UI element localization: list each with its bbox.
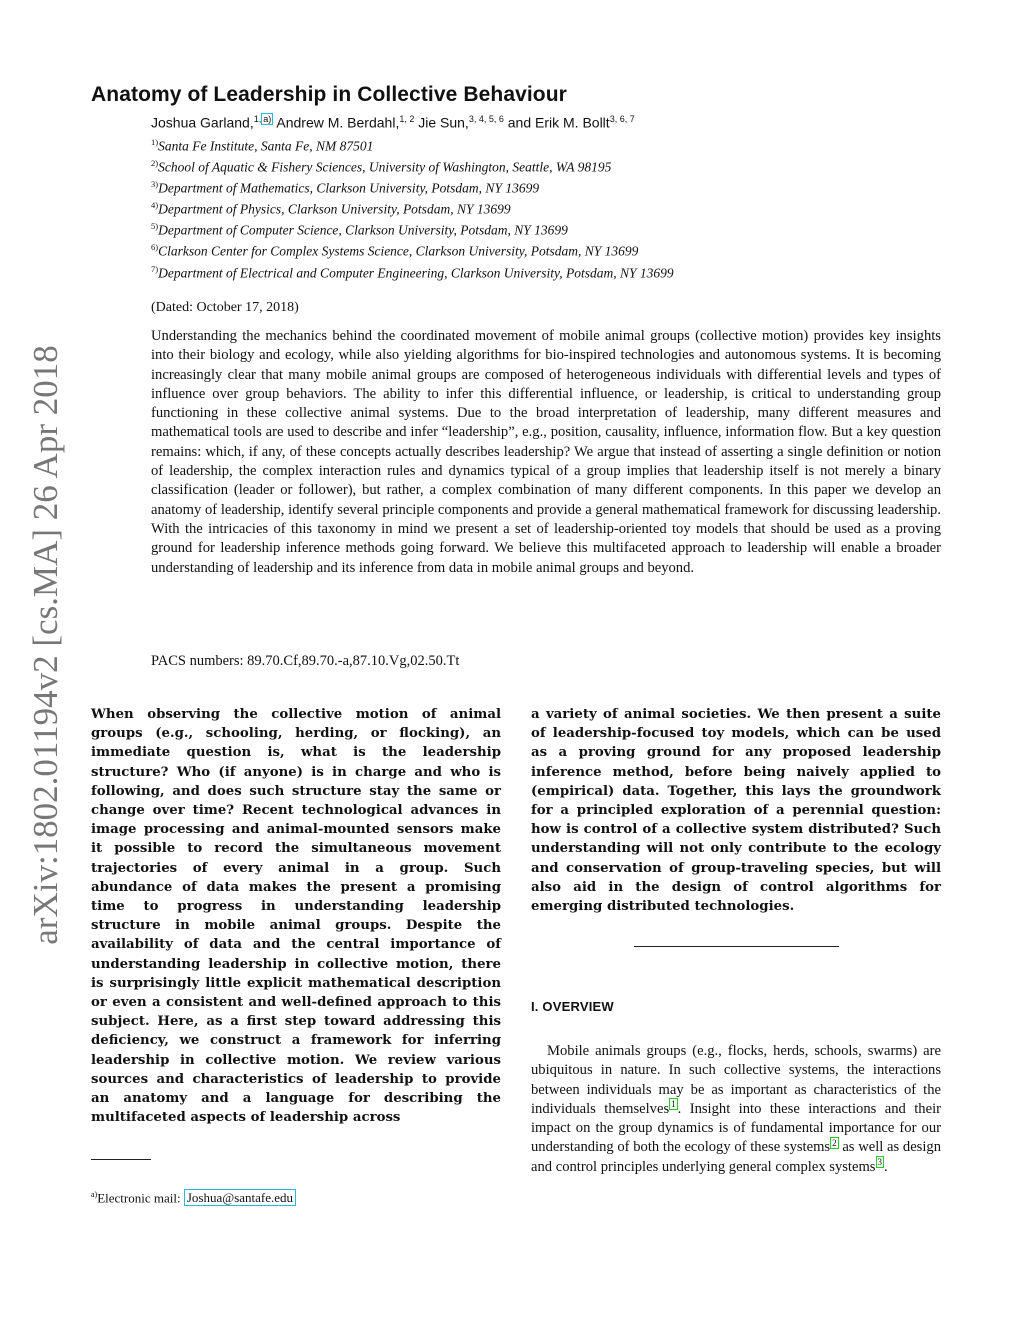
- section-heading: I. OVERVIEW: [531, 999, 614, 1014]
- lead-text: a variety of animal societies. We then present a suite of leadership-focused toy models, which can be used as a proving ground for any proposed leadership inference method, before being naively applied to (empirical) data. Together, this lays the groundwork for a principled exploration of a perennial question: how is control of a collective system distributed? Such understanding will not only contribute to the ecology and conservation of group-traveling species, but will also aid in the design of control algorithms for emerging distributed technologies.: [531, 707, 941, 915]
- affiliation-number: 2): [151, 158, 159, 169]
- intro-text-part: as well as design and control principles underlying general complex systems: [531, 1139, 941, 1175]
- affiliation-number: 3): [151, 179, 159, 190]
- arxiv-stamp: [22, 335, 70, 955]
- footnote-link[interactable]: a): [263, 114, 272, 124]
- paper-title: Anatomy of Leadership in Collective Behaviour: [91, 83, 567, 106]
- citation-link[interactable]: 1: [671, 1099, 676, 1110]
- affiliation: [151, 197, 751, 218]
- author-affil-sup: 1,: [253, 114, 262, 124]
- citation-link[interactable]: 2: [832, 1137, 837, 1148]
- lead-text: When observing the collective motion of animal groups (e.g., schooling, herding, or flocking), an immediate question is, what is the leadership structure? Who (if anyone) is in charge and who is following, and does such structure stay the same or change over time? Recent technological advances in image processing and animal-mounted sensors make it possible to record the simultaneous movement trajectories of every animal in a group. Such abundance of data makes the present a promising time to progress in understanding leadership structure in mobile animal groups. Despite the availability of data and the central importance of understanding leadership in collective motion, there is surprisingly little explicit mathematical description or even a consistent and well-defined approach to this subject. Here, as a first step toward addressing this deficiency, we construct a framework for inferring leadership in collective motion. We review various sources and characteristics of leadership to provide an anatomy and a language for describing the multifaceted aspects of leadership across: [91, 707, 501, 1126]
- footnote-mark: a): [91, 1190, 98, 1199]
- abstract-text: Understanding the mechanics behind the coordinated movement of mobile animal groups (collective motion) provides key insights into their biology and ecology, while also yielding algorithms for bio-inspired technologies and autonomous systems. It is becoming increasingly clear that many mobile animal groups are composed of heterogeneous individuals with differential levels and types of influence over group behaviors. The ability to infer this differential influence, or leadership, is critical to understanding group functioning in these collective animal systems. Due to the broad interpretation of leadership, many different measures and mathematical tools are used to describe and infer “leadership”, e.g., position, causality, influence, information flow. But a key question remains: which, if any, of these concepts actually describes leadership? We argue that instead of asserting a single definition or notion of leadership, the complex interaction rules and dynamics typical of a group implies that leadership itself is not merely a binary classification (leader or follower), but rather, a complex combination of many different components. In this paper we develop an anatomy of leadership, identify several principle components and provide a general mathematical framework for discussing leadership. With the intricacies of this taxonomy in mind we present a set of leadership-oriented toy models that should be used as a proving ground for leadership inference methods going forward. We believe this multifaceted approach to leadership will enable a broader understanding of leadership and its inference from data in mobile animal groups and beyond.: [151, 328, 941, 576]
- section-divider: [634, 946, 839, 947]
- pacs-numbers: PACS numbers: 89.70.Cf,89.70.-a,87.10.Vg,02.50.Tt: [151, 653, 460, 669]
- affiliation-number: 4): [151, 200, 159, 211]
- affiliation: [151, 218, 751, 239]
- email-link[interactable]: Joshua@santafe.edu: [184, 1189, 296, 1206]
- intro-text-part: . Insight into these interactions and their impact on the group dynamics is of fundamental importance for our understanding of both the ecology of these systems: [531, 1100, 941, 1156]
- affiliation: [151, 176, 751, 197]
- affiliation-text: Clarkson Center for Complex Systems Science, Clarkson University, Potsdam, NY 13699: [158, 243, 639, 259]
- author-name: Joshua Garland,: [151, 114, 254, 131]
- dated-line: (Dated: October 17, 2018): [151, 300, 299, 315]
- affiliation: [151, 134, 751, 155]
- arxiv-id: arXiv:1802.01194v2 [cs.MA] 26 Apr 2018: [26, 345, 65, 945]
- affiliation: [151, 239, 711, 260]
- affiliation-number: 6): [151, 242, 159, 253]
- affiliation-text: School of Aquatic & Fishery Sciences, University of Washington, Seattle, WA 98195: [158, 159, 612, 175]
- author-name: Jie Sun,: [414, 114, 469, 131]
- affiliation-text: Santa Fe Institute, Santa Fe, NM 87501: [158, 138, 374, 154]
- affiliation-text: Department of Mathematics, Clarkson University, Potsdam, NY 13699: [158, 180, 540, 196]
- lead-paragraph-left: [91, 705, 501, 1127]
- affiliation-number: 1): [151, 137, 159, 147]
- affiliation-text: Department of Electrical and Computer Engineering, Clarkson University, Potsdam, NY 13699: [158, 265, 674, 281]
- author-name: Andrew M. Berdahl,: [273, 114, 400, 131]
- footnote-label: Electronic mail:: [97, 1190, 184, 1206]
- intro-text: [531, 1042, 941, 1177]
- affiliation: [151, 155, 751, 176]
- abstract: [151, 327, 941, 578]
- affiliation-number: 5): [151, 221, 159, 232]
- author-name: and Erik M. Bollt: [503, 114, 610, 131]
- author-affil-sup: 1, 2: [399, 114, 415, 124]
- affiliation: [151, 261, 751, 282]
- footnote-divider: [91, 1159, 151, 1160]
- footnote: [91, 1190, 296, 1206]
- author-affil-sup: 3, 4, 5, 6: [468, 114, 504, 124]
- lead-paragraph-right: [531, 705, 941, 916]
- citation-link[interactable]: 3: [877, 1156, 882, 1167]
- intro-text-part: .: [884, 1158, 888, 1175]
- intro-paragraph: [531, 1042, 941, 1177]
- affiliation-number: 7): [151, 263, 159, 274]
- affiliation-text: Department of Computer Science, Clarkson University, Potsdam, NY 13699: [158, 222, 568, 238]
- author-list: [151, 114, 635, 131]
- affiliation-list: [151, 134, 751, 282]
- affiliation-text: Department of Physics, Clarkson University, Potsdam, NY 13699: [158, 201, 511, 217]
- author-affil-sup: 3, 6, 7: [609, 114, 635, 124]
- intro-text-part: Mobile animals groups (e.g., flocks, herds, schools, swarms) are ubiquitous in nature. In such collective systems, the interactions between individuals may be as important as characteristics of the individuals themselves: [531, 1043, 941, 1117]
